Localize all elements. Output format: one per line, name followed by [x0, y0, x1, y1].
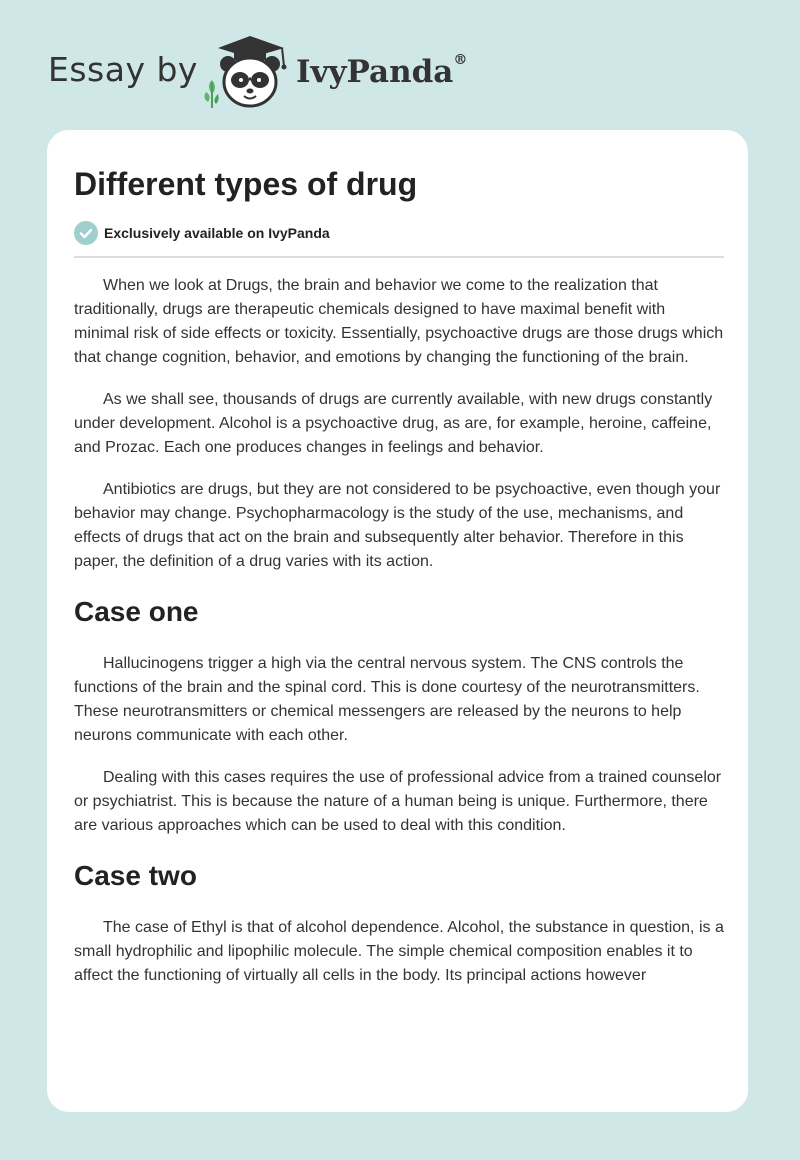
site-header: [0, 0, 800, 130]
section-paragraph: Hallucinogens trigger a high via the central nervous system. The CNS controls the functions of the brain and the spinal cord. This is done courtesy of the neurotransmitters. These neurotransmitters or chemical messengers are released by the neurons to help neurons communicate with each other.: [74, 655, 700, 744]
brand-text: IvyPanda: [296, 54, 454, 90]
section-heading-case-one: Case one: [74, 596, 199, 627]
panda-logo-icon[interactable]: [200, 34, 292, 110]
title-divider: [74, 256, 724, 258]
section-paragraph: Dealing with this cases requires the use of professional advice from a trained counselor or psychiatrist. This is because the nature of a human being is unique. Furthermore, there are various approaches which can be used to deal with this condition.: [74, 769, 722, 834]
section-paragraph: The case of Ethyl is that of alcohol dependence. Alcohol, the substance in question, is a small hydrophilic and lipophilic molecule. The simple chemical composition enables it to affect the functioning of virtually all cells in the body. Its principal actions however: [74, 919, 724, 984]
article-content: [74, 160, 724, 988]
intro-paragraph: As we shall see, thousands of drugs are currently available, with new drugs constantly under development. Alcohol is a psychoactive drug, as are, for example, heroine, caffeine, and Prozac. Each one produces changes in feelings and behavior.: [74, 391, 713, 456]
intro-paragraph: Antibiotics are drugs, but they are not considered to be psychoactive, even though your behavior may change. Psychopharmacology is the study of the use, mechanisms, and effects of drugs that act on the brain and subsequently alter behavior. Therefore in this paper, the definition of a drug varies with its action.: [74, 481, 721, 570]
intro-paragraph: When we look at Drugs, the brain and behavior we come to the realization that traditionally, drugs are therapeutic chemicals designed to have maximal benefit with minimal risk of side effects or toxicity. Essentially, psychoactive drugs are those drugs which that change cognition, behavior, and emotions by changing the functioning of the brain.: [74, 277, 724, 366]
article-card: [47, 130, 748, 1112]
essay-by-label: Essay by: [48, 50, 198, 89]
article-title: Different types of drug: [74, 166, 418, 202]
brand-name[interactable]: [296, 54, 467, 90]
exclusive-label: Exclusively available on IvyPanda: [104, 225, 330, 241]
section-heading-case-two: Case two: [74, 860, 197, 891]
check-icon: [74, 221, 98, 245]
registered-mark: ®: [453, 52, 468, 68]
exclusive-badge: [74, 220, 724, 246]
